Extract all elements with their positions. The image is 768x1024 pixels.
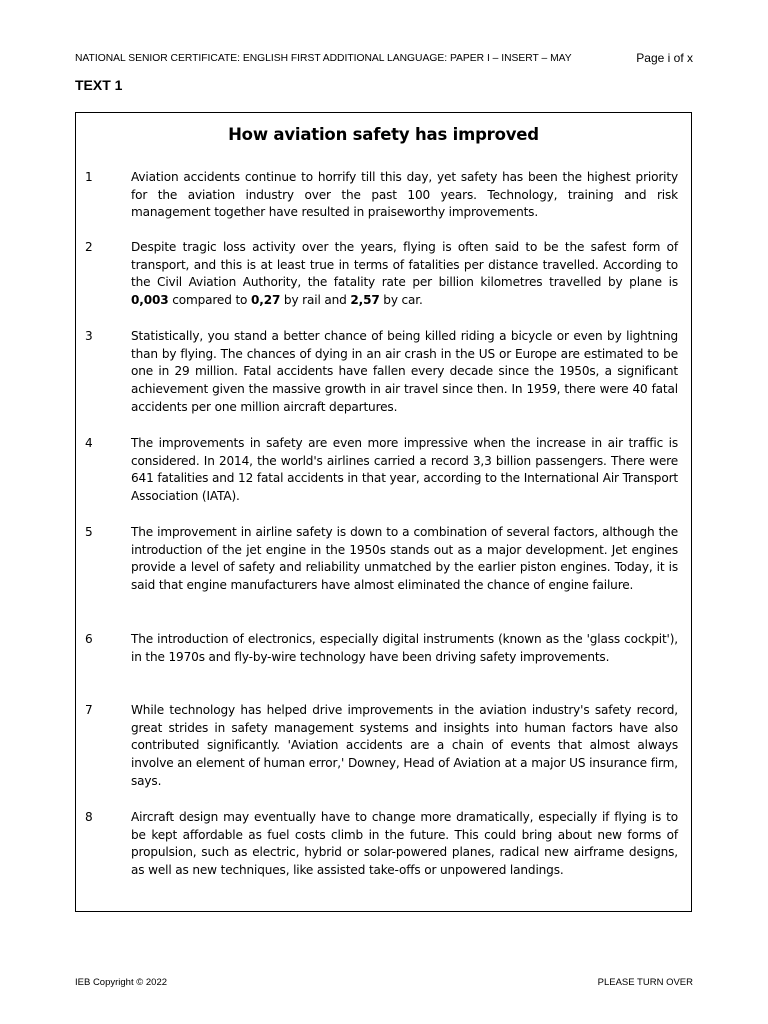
- text-segment: by rail and: [280, 293, 351, 308]
- paragraph-number: 6: [85, 632, 93, 646]
- paragraph-number: 1: [85, 170, 93, 184]
- paragraph-text: [131, 239, 678, 310]
- paragraph-number: 4: [85, 436, 93, 450]
- paragraph-text: While technology has helped drive improvements in the aviation industry's safety record, great strides in safety management systems and insights into human factors have also contributed significantly. 'Aviation accidents are a chain of events that almost always involve an element of human error,' Downey, Head of Aviation at a major US insurance firm, says.: [131, 703, 678, 788]
- paragraph-number: 7: [85, 703, 93, 717]
- copyright-notice: IEB Copyright © 2022: [75, 977, 168, 988]
- paragraph-text: The introduction of electronics, especially digital instruments (known as the 'glass cockpit'), in the 1970s and fly-by-wire technology have been driving safety improvements.: [131, 632, 678, 664]
- text-segment: compared to: [168, 293, 251, 308]
- rate-rail: 0,27: [250, 293, 281, 308]
- page-header: [75, 51, 693, 69]
- rate-car: 2,57: [350, 293, 380, 308]
- paragraph-number: 3: [85, 329, 93, 343]
- page-number: Page i of x: [636, 51, 693, 65]
- text-segment: Despite tragic loss activity over the years, flying is often said to be the safest form of transport, and this is at least true in terms of fatalities per distance travelled. According to the Civil Aviation Authority, the fatality rate per billion kilometres travelled by plane is: [131, 240, 678, 290]
- paragraph-number: 8: [85, 810, 93, 824]
- rate-plane: 0,003: [131, 293, 169, 308]
- paragraph-text: Statistically, you stand a better chance of being killed riding a bicycle or even by lightning than by flying. The chances of dying in an air crash in the US or Europe are estimated to be one in 29 million. Fatal accidents have fallen every decade since the 1950s, a significant achievement given the massive growth in air travel since then. In 1959, there were 40 fatal accidents per one million aircraft departures.: [131, 329, 678, 414]
- paragraph-text: Aviation accidents continue to horrify till this day, yet safety has been the highest priority for the aviation industry over the past 100 years. Technology, training and risk management together have resulted in praiseworthy improvements.: [131, 170, 678, 220]
- paragraph-number: 2: [85, 240, 93, 254]
- page-footer: [75, 977, 693, 991]
- article-box: [75, 112, 692, 912]
- paragraph-text: Aircraft design may eventually have to change more dramatically, especially if flying is to be kept affordable as fuel costs climb in the future. This could bring about new forms of propulsion, such as electric, hybrid or solar-powered planes, radical new airframe designs, as well as new techniques, like assisted take-offs or unpowered landings.: [131, 810, 678, 878]
- paragraph-text: The improvement in airline safety is down to a combination of several factors, although the introduction of the jet engine in the 1950s stands out as a major development. Jet engines provide a level of safety and reliability unmatched by the earlier piston engines. Today, it is said that engine manufacturers have almost eliminated the chance of engine failure.: [131, 525, 678, 593]
- turn-over-note: PLEASE TURN OVER: [597, 977, 693, 988]
- text-segment: by car.: [379, 293, 423, 308]
- section-title: TEXT 1: [75, 77, 123, 93]
- paragraph-number: 5: [85, 525, 93, 539]
- paragraph-text: The improvements in safety are even more impressive when the increase in air traffic is considered. In 2014, the world's airlines carried a record 3,3 billion passengers. There were 641 fatalities and 12 fatal accidents in that year, according to the International Air Transport Association (IATA).: [131, 436, 678, 504]
- article-title: How aviation safety has improved: [228, 125, 539, 144]
- exam-title: NATIONAL SENIOR CERTIFICATE: ENGLISH FIRST ADDITIONAL LANGUAGE: PAPER I – INSERT – MAY: [75, 53, 572, 64]
